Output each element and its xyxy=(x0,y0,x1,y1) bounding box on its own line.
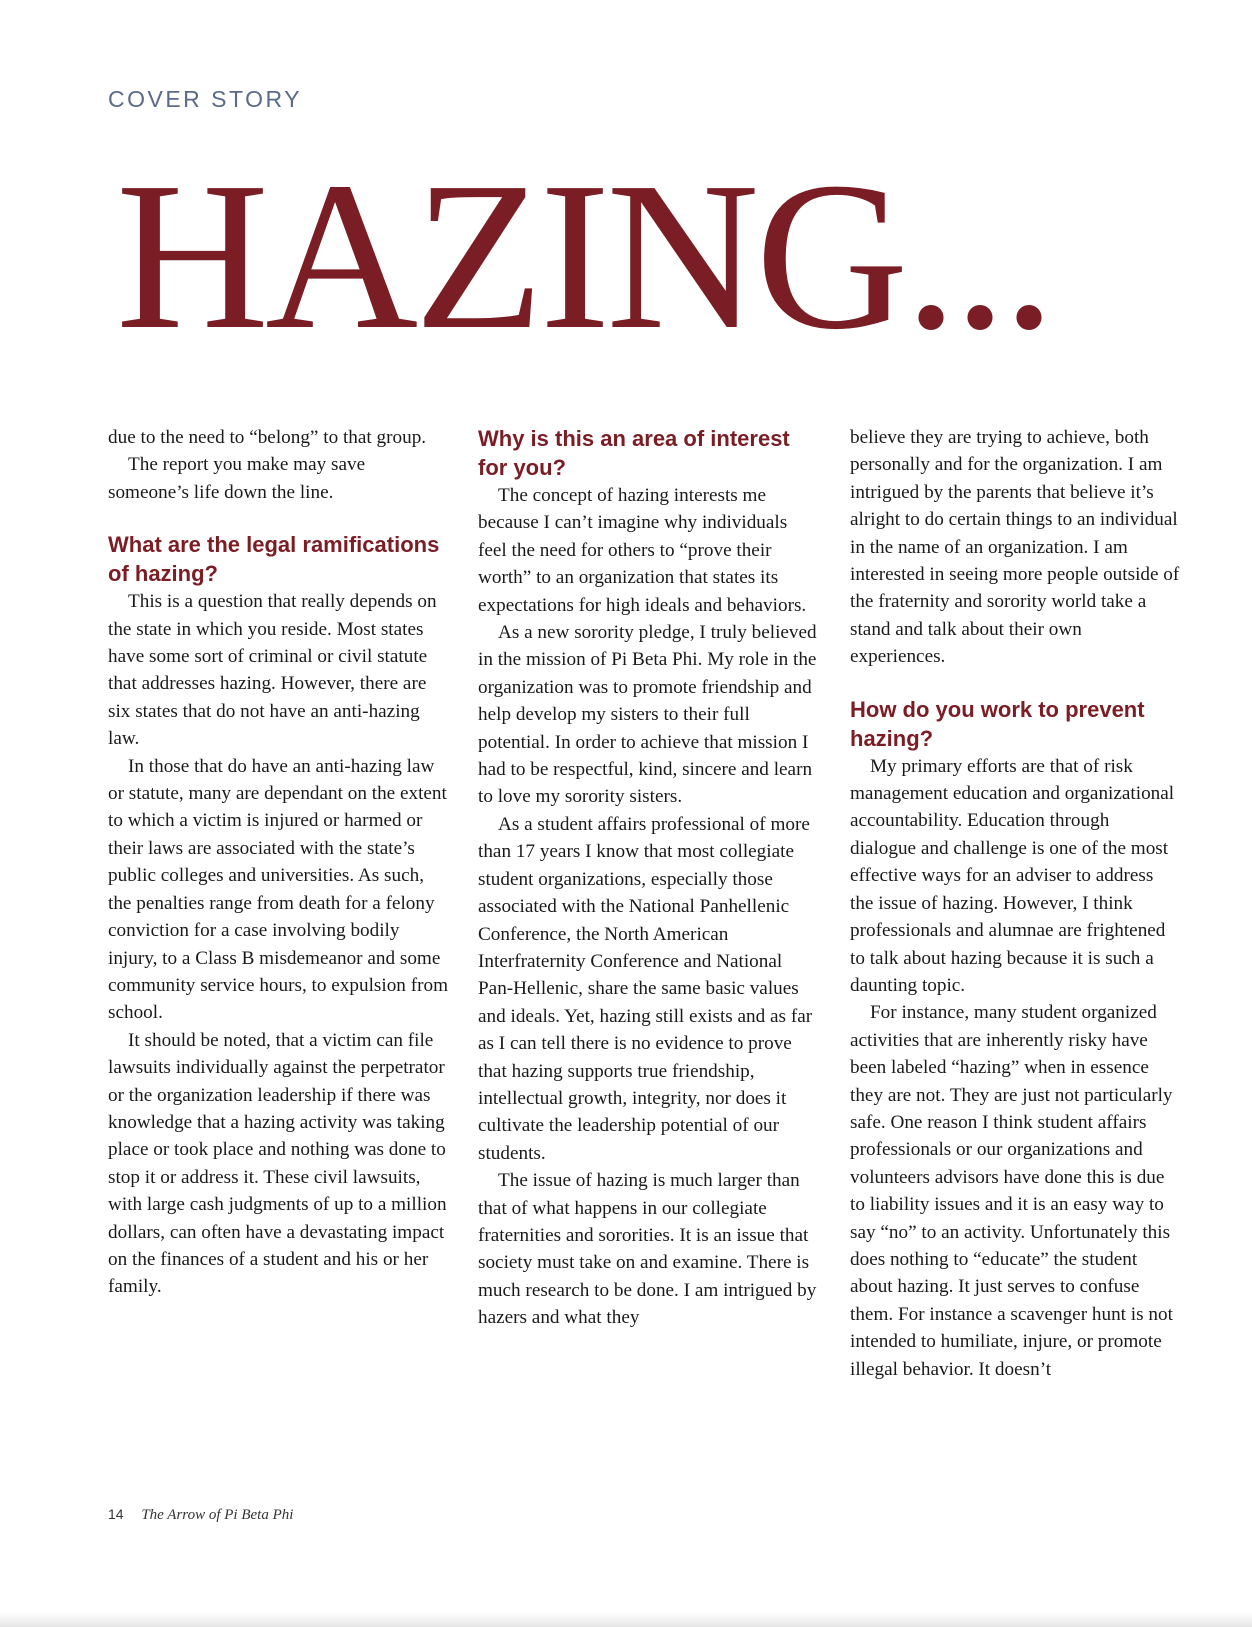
paragraph: As a new sorority pledge, I truly believed in the mission of Pi Beta Phi. My role in the organization was to promote friendship and help develop my sisters to their full potential. In order to achieve that mission I had to be respectful, kind, sincere and learn to love my sorority sisters. xyxy=(478,622,817,808)
paragraph: due to the need to “belong” to that group. xyxy=(108,427,427,448)
text-column-2 xyxy=(478,424,818,1332)
paragraph: The issue of hazing is much larger than that of what happens in our collegiate fraternities and sororities. It is an issue that society must take on and examine. There is much research to be done. I am intrigued by hazers and what they xyxy=(478,1170,817,1329)
section-heading: How do you work to prevent hazing? xyxy=(850,696,1145,751)
headline: HAZING... xyxy=(116,138,1052,373)
section-heading: What are the legal ramifications of hazing? xyxy=(108,532,440,587)
page-number: 14 xyxy=(108,1506,124,1522)
text-column-3 xyxy=(850,424,1180,1383)
paragraph: The concept of hazing interests me because I can’t imagine why individuals feel the need for others to “prove their worth” to an organization that states its expectations for high ideals and behaviors. xyxy=(478,485,807,616)
paragraph: My primary efforts are that of risk management education and organizational accountability. Education through dialogue and challenge is one of the most effective ways for an adviser to address the issue of hazing. However, I think professionals and alumnae are frightened to talk about hazing because it is such a daunting topic. xyxy=(850,755,1175,996)
paragraph: This is a question that really depends on the state in which you reside. Most states have some sort of criminal or civil statute that addresses hazing. However, there are six states that do not have an anti-hazing law. xyxy=(108,591,437,750)
publication-name: The Arrow of Pi Beta Phi xyxy=(141,1507,294,1523)
paragraph: The report you make may save someone’s life down the line. xyxy=(108,454,366,503)
paragraph: In those that do have an anti-hazing law or statute, many are dependant on the extent to which a victim is injured or harmed or their laws are associated with the state’s public colleges and universities. As such, the penalties range from death for a felony conviction for a case involving bodily injury, to a Class B misdemeanor and some community service hours, to expulsion from school. xyxy=(108,755,448,1024)
text-column-1 xyxy=(108,424,448,1301)
page-edge-shadow xyxy=(0,1612,1252,1627)
paragraph: It should be noted, that a victim can file lawsuits individually against the perpetrator or the organization leadership if there was knowledge that a hazing activity was taking place or took place and nothing was done to stop it or address it. These civil lawsuits, with large cash judgments of up to a million dollars, can often have a devastating impact on the finances of a student and his or her family. xyxy=(108,1029,447,1298)
paragraph: For instance, many student organized activities that are inherently risky have been labeled “hazing” when in essence they are not. They are just not particularly safe. One reason I think student affairs professionals or our organizations and volunteers advisors have done this is due to liability issues and it is an easy way to say “no” to an activity. Unfortunately this does nothing to “educate” the student about hazing. It just serves to confuse them. For instance a scavenger hunt is not intended to humiliate, injure, or promote illegal behavior. It doesn’t xyxy=(850,1002,1173,1380)
section-label: COVER STORY xyxy=(108,86,303,112)
paragraph: As a student affairs professional of more than 17 years I know that most collegiate student organizations, especially those associated with the National Panhellenic Conference, the North American Interfraternity Conference and National Pan-Hellenic, share the same basic values and ideals. Yet, hazing still exists and as far as I can tell there is no evidence to prove that hazing supports true friendship, intellectual growth, integrity, nor does it cultivate the leadership potential of our students. xyxy=(478,813,813,1164)
page-footer xyxy=(108,1506,293,1524)
paragraph: believe they are trying to achieve, both personally and for the organization. I am intrigued by the parents that believe it’s alright to do certain things to an individual in the name of an organization. I am interested in seeing more people outside of the fraternity and sorority world take a stand and talk about their own experiences. xyxy=(850,427,1180,668)
section-heading: Why is this an area of interest for you? xyxy=(478,426,790,480)
